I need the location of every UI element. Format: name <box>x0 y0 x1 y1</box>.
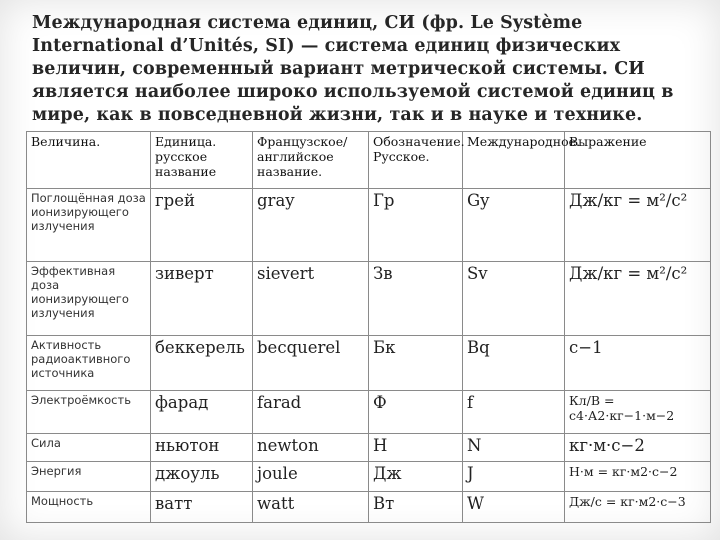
cell-symbol-international: J <box>463 462 565 492</box>
intro-paragraph: Международная система единиц, СИ (фр. Le Système International d’Unités, SI) — система единиц физических величин, современный вариант метрической системы. СИ является наиболее широко используемой системой единиц в мире, как в повседневной жизни, так и в науке и технике. <box>32 13 674 125</box>
cell-unit-russian: грей <box>151 189 253 262</box>
cell-unit-russian: беккерель <box>151 336 253 391</box>
header-expression: Выражение <box>565 132 711 189</box>
table-row <box>27 434 711 462</box>
table-header-row <box>27 132 711 189</box>
cell-symbol-russian: Вт <box>369 492 463 523</box>
cell-unit-russian: джоуль <box>151 462 253 492</box>
cell-symbol-international: Gy <box>463 189 565 262</box>
cell-unit-english: farad <box>253 391 369 434</box>
cell-unit-russian: ньютон <box>151 434 253 462</box>
cell-quantity: Мощность <box>27 492 151 523</box>
cell-quantity: Энергия <box>27 462 151 492</box>
cell-symbol-russian: Н <box>369 434 463 462</box>
cell-unit-english: joule <box>253 462 369 492</box>
cell-symbol-russian: Гр <box>369 189 463 262</box>
cell-expression: кг·м·с−2 <box>565 434 711 462</box>
cell-symbol-international: W <box>463 492 565 523</box>
table-row <box>27 336 711 391</box>
table-row <box>27 462 711 492</box>
cell-symbol-russian: Дж <box>369 462 463 492</box>
cell-unit-english: newton <box>253 434 369 462</box>
cell-unit-russian: фарад <box>151 391 253 434</box>
cell-expression: Дж/кг = м²/с² <box>565 262 711 336</box>
cell-expression: с−1 <box>565 336 711 391</box>
cell-quantity: Электроёмкость <box>27 391 151 434</box>
cell-quantity: Активность радиоактивного источника <box>27 336 151 391</box>
table-row <box>27 262 711 336</box>
cell-symbol-international: f <box>463 391 565 434</box>
table-row <box>27 189 711 262</box>
cell-unit-english: watt <box>253 492 369 523</box>
header-unit-russian: Единица. русское название <box>151 132 253 189</box>
header-quantity: Величина. <box>27 132 151 189</box>
cell-unit-english: becquerel <box>253 336 369 391</box>
table-row <box>27 492 711 523</box>
cell-quantity: Эффективная доза ионизирующего излучения <box>27 262 151 336</box>
cell-symbol-russian: Ф <box>369 391 463 434</box>
cell-expression: Кл/В = с4·А2·кг−1·м−2 <box>565 391 711 434</box>
cell-symbol-international: N <box>463 434 565 462</box>
cell-symbol-russian: Зв <box>369 262 463 336</box>
cell-symbol-international: Sv <box>463 262 565 336</box>
cell-expression: Дж/с = кг·м2·с−3 <box>565 492 711 523</box>
header-symbol-russian: Обозначение. Русское. <box>369 132 463 189</box>
cell-unit-english: gray <box>253 189 369 262</box>
cell-quantity: Поглощённая доза ионизирующего излучения <box>27 189 151 262</box>
cell-symbol-russian: Бк <box>369 336 463 391</box>
cell-expression: Н·м = кг·м2·с−2 <box>565 462 711 492</box>
header-unit-french-english: Французское/ английское название. <box>253 132 369 189</box>
table-row <box>27 391 711 434</box>
cell-quantity: Сила <box>27 434 151 462</box>
si-units-table <box>26 131 711 523</box>
cell-unit-russian: зиверт <box>151 262 253 336</box>
cell-unit-english: sievert <box>253 262 369 336</box>
cell-unit-russian: ватт <box>151 492 253 523</box>
cell-expression: Дж/кг = м²/с² <box>565 189 711 262</box>
cell-symbol-international: Bq <box>463 336 565 391</box>
header-symbol-international: Международное. <box>463 132 565 189</box>
